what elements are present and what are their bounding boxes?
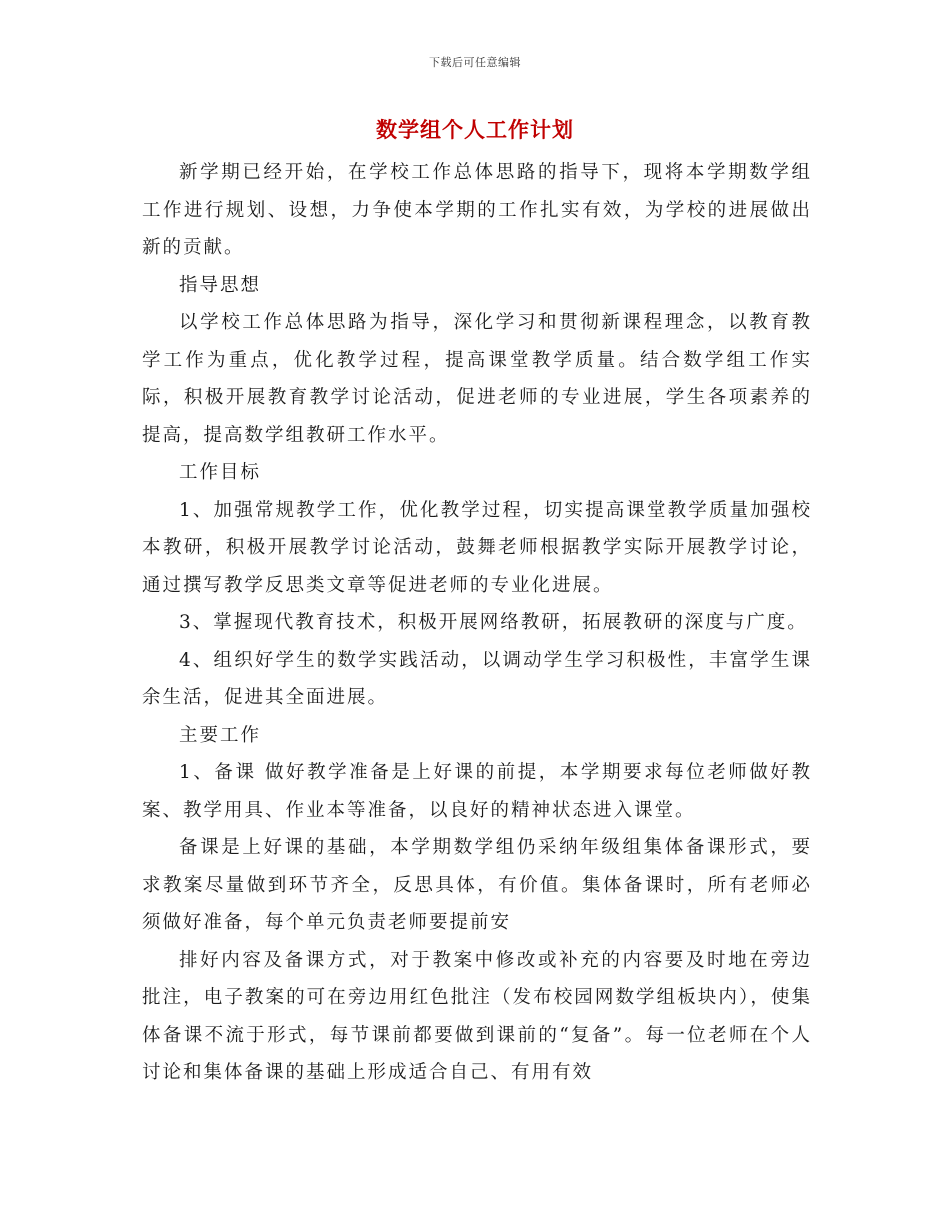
paragraph-goal-4: 4、组织好学生的数学实践活动，以调动学生学习积极性，丰富学生课余生活，促进其全面进展。 [142,649,812,708]
paragraph-goal-3: 3、掌握现代教育技术，积极开展网络教研，拓展教研的深度与广度。 [179,612,808,633]
document-title: 数学组个人工作计划 [376,117,574,142]
paragraph-arrangement: 排好内容及备课方式，对于教案中修改或补充的内容要及时地在旁边批注，电子教案的可在旁边用红色批注（发布校园网数学组板块内），使集体备课不流于形式，每节课前都要做到课前的“复备”。每一位老师在个人讨论和集体备课的基础上形成适合自己、有用有效 [142,949,812,1083]
heading-work-goals: 工作目标 [179,462,262,483]
header-note: 下载后可任意编辑 [429,56,521,69]
paragraph-lesson-prep: 备课是上好课的基础，本学期数学组仍采纳年级组集体备课形式，要求教案尽量做到环节齐全，反思具体，有价值。集体备课时，所有老师必须做好准备，每个单元负责老师要提前安 [142,837,812,933]
heading-main-work: 主要工作 [179,724,262,746]
document-body [142,154,812,1092]
heading-guiding-ideology: 指导思想 [179,274,262,296]
paragraph-intro: 新学期已经开始，在学校工作总体思路的指导下，现将本学期数学组工作进行规划、设想，力争使本学期的工作扎实有效，为学校的进展做出新的贡献。 [142,162,812,258]
paragraph-work-1: 1、备课 做好教学准备是上好课的前提，本学期要求每位老师做好教案、教学用具、作业本等准备，以良好的精神状态进入课堂。 [142,762,812,821]
paragraph-guiding-ideology: 以学校工作总体思路为指导，深化学习和贯彻新课程理念，以教育教学工作为重点，优化教学过程，提高课堂教学质量。结合数学组工作实际，积极开展教育教学讨论活动，促进老师的专业进展，学生各项素养的提高，提高数学组教研工作水平。 [142,312,812,446]
paragraph-goal-1: 1、加强常规教学工作，优化教学过程，切实提高课堂教学质量加强校本教研，积极开展教学讨论活动，鼓舞老师根据教学实际开展教学讨论，通过撰写教学反思类文章等促进老师的专业化进展。 [142,499,812,596]
